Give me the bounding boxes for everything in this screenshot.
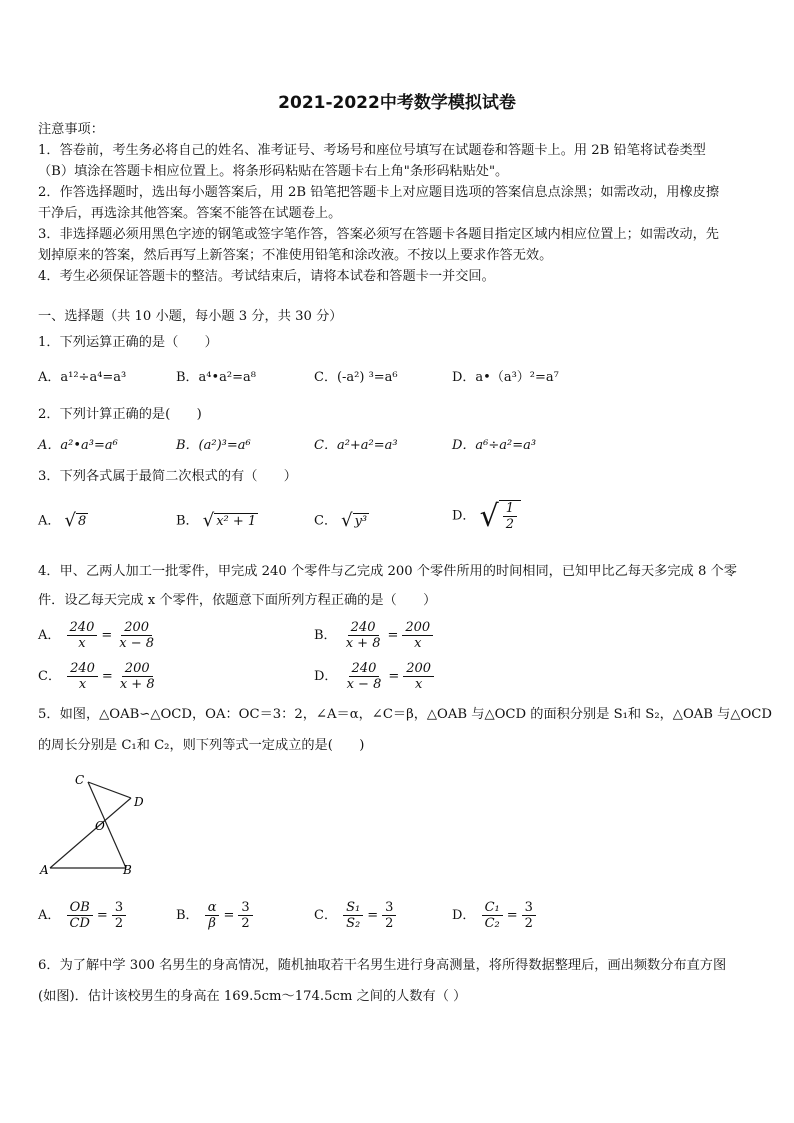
- fraction-denominator: x: [414, 677, 423, 692]
- question-4-option-b: [314, 620, 435, 651]
- fraction-numerator: 240: [67, 661, 98, 677]
- question-1-option-b: B．a⁴•a²=a⁸: [176, 370, 256, 385]
- fraction-numerator: 1: [503, 501, 517, 517]
- question-4-line-1: 4．甲、乙两人加工一批零件，甲完成 240 个零件与乙完成 200 个零件所用的时间相同，已知甲比乙每天多完成 8 个零: [38, 564, 737, 579]
- notice-item-2: 2．作答选择题时，选出每小题答案后，用 2B 铅笔把答题卡上对应题目选项的答案信息点涂黑；如需改动，用橡皮擦: [38, 185, 720, 200]
- notice-heading: 注意事项：: [38, 122, 104, 137]
- fraction-denominator: x: [414, 636, 422, 651]
- fraction-denominator: x: [78, 636, 86, 651]
- notice-item-1-cont: （B）填涂在答题卡相应位置上。将条形码粘贴在答题卡右上角"条形码粘贴处"。: [38, 164, 509, 179]
- fraction-numerator: OB: [67, 900, 93, 916]
- question-1-option-c: C．(-a²) ³=a⁶: [314, 370, 398, 385]
- equals-sign: =: [101, 668, 113, 684]
- question-3-option-b: [176, 512, 258, 531]
- fraction-denominator: x + 8: [119, 677, 155, 692]
- option-label: D．: [452, 908, 476, 923]
- question-5-option-c: [314, 900, 398, 931]
- question-4-option-c: [38, 661, 160, 692]
- fraction-denominator: C₂: [484, 916, 500, 931]
- question-2-option-d: D．a⁶÷a²=a³: [452, 438, 537, 453]
- fraction-denominator: 2: [114, 916, 124, 931]
- fraction-numerator: 200: [122, 661, 153, 677]
- option-label: A．: [38, 908, 61, 923]
- fraction-denominator: 2: [385, 916, 394, 931]
- similar-triangles-figure: [38, 770, 158, 878]
- fraction-denominator: S₂: [346, 916, 361, 931]
- option-label: D．: [314, 669, 338, 684]
- radicand: 8: [78, 514, 87, 529]
- question-2-option-b: B．(a²)³=a⁶: [176, 438, 251, 453]
- notice-item-3: 3．非选择题必须用黑色字迹的钢笔或签字笔作答，答案必须写在答题卡各题目指定区域内相应位置上；如需改动，先: [38, 227, 719, 242]
- notice-item-3-cont: 划掉原来的答案，然后再写上新答案；不准使用铅笔和涂改液。不按以上要求作答无效。: [38, 248, 553, 263]
- notice-item-2-cont: 干净后，再选涂其他答案。答案不能答在试题卷上。: [38, 206, 342, 221]
- label-c: C: [75, 773, 85, 787]
- question-1-option-d: D．a•（a³）²=a⁷: [452, 370, 559, 385]
- question-5-line-2: 的周长分别是 C₁和 C₂，则下列等式一定成立的是( ): [38, 738, 365, 753]
- fraction-denominator: 2: [505, 517, 514, 532]
- option-label: B．: [176, 908, 199, 923]
- fraction-numerator: 3: [238, 900, 252, 916]
- equals-sign: =: [367, 907, 379, 923]
- question-2-stem: 2．下列计算正确的是( ): [38, 407, 202, 422]
- equals-sign: =: [506, 907, 518, 923]
- question-6-line-1: 6．为了解中学 300 名男生的身高情况，随机抽取若干名男生进行身高测量，将所得数据整理后，画出频数分布直方图: [38, 958, 727, 973]
- question-3-option-d: [452, 500, 521, 532]
- fraction-denominator: 2: [524, 916, 533, 931]
- question-3-stem: 3．下列各式属于最简二次根式的有（ ）: [38, 469, 297, 484]
- fraction-denominator: x + 8: [345, 636, 381, 651]
- fraction-denominator: CD: [69, 916, 90, 931]
- notice-item-1: 1．答卷前，考生务必将自己的姓名、准考证号、考场号和座位号填写在试题卷和答题卡上。用 2B 铅笔将试卷类型: [38, 143, 706, 158]
- question-5-line-1: 5．如图，△OAB∽△OCD，OA：OC＝3：2，∠A＝α，∠C＝β，△OAB 与△OCD 的面积分别是 S₁和 S₂，△OAB 与△OCD: [38, 707, 772, 722]
- fraction-denominator: x: [78, 677, 87, 692]
- option-label: B．: [176, 513, 199, 529]
- segment-cb: [88, 782, 126, 868]
- option-label: A．: [38, 628, 61, 643]
- question-5-option-d: [452, 900, 538, 931]
- fraction-numerator: 200: [402, 620, 433, 636]
- radicand: y³: [354, 514, 368, 529]
- page-title: 2021-2022中考数学模拟试卷: [278, 93, 516, 113]
- question-6-line-2: (如图)．估计该校男生的身高在 169.5cm～174.5cm 之间的人数有（ ）: [38, 989, 467, 1004]
- fraction-numerator: 200: [403, 661, 434, 677]
- question-4-option-a: [38, 620, 159, 651]
- fraction-numerator: 200: [121, 620, 152, 636]
- question-3-option-c: [314, 512, 369, 531]
- fraction-numerator: S₁: [343, 900, 363, 916]
- label-o: O: [95, 819, 105, 833]
- question-5-option-b: [176, 900, 255, 931]
- question-4-line-2: 件．设乙每天完成 x 个零件，依题意下面所列方程正确的是（ ）: [38, 593, 437, 608]
- equals-sign: =: [101, 627, 113, 643]
- fraction-denominator: 2: [241, 916, 250, 931]
- equals-sign: =: [387, 627, 399, 643]
- fraction-denominator: x − 8: [119, 636, 155, 651]
- fraction-numerator: 3: [382, 900, 396, 916]
- fraction-denominator: β: [208, 916, 216, 931]
- fraction-denominator: x − 8: [346, 677, 382, 692]
- question-5-option-a: [38, 900, 128, 931]
- question-1-stem: 1．下列运算正确的是（ ）: [38, 335, 218, 350]
- fraction-numerator: 3: [112, 900, 126, 916]
- equals-sign: =: [96, 907, 108, 923]
- fraction-numerator: C₁: [482, 900, 503, 916]
- option-label: B．: [314, 628, 337, 643]
- sqrt-expression: √ 8: [64, 510, 87, 531]
- equals-sign: =: [223, 907, 235, 923]
- question-4-option-d: [314, 661, 436, 692]
- label-d: D: [134, 795, 144, 809]
- option-label: C．: [314, 908, 337, 923]
- label-a: A: [40, 863, 49, 877]
- option-label: A．: [38, 513, 61, 529]
- sqrt-expression: √ x² + 1: [202, 510, 257, 531]
- radicand: x² + 1: [216, 514, 257, 529]
- question-2-option-a: A．a²•a³=a⁶: [38, 438, 118, 453]
- sqrt-expression: √ $\frac{1}{2}$: [480, 500, 521, 532]
- option-label: C．: [38, 669, 61, 684]
- fraction-numerator: 240: [349, 661, 380, 677]
- question-3-option-a: [38, 512, 88, 531]
- segment-da: [50, 798, 131, 868]
- fraction-numerator: 3: [522, 900, 536, 916]
- fraction-numerator: 240: [348, 620, 379, 636]
- question-1-option-a: A．a¹²÷a⁴=a³: [38, 370, 127, 385]
- label-b: B: [123, 863, 132, 877]
- question-2-option-c: C．a²+a²=a³: [314, 438, 398, 453]
- fraction-numerator: 240: [67, 620, 98, 636]
- notice-item-4: 4．考生必须保证答题卡的整洁。考试结束后，请将本试卷和答题卡一并交回。: [38, 269, 495, 284]
- option-label: D．: [452, 508, 476, 524]
- equals-sign: =: [388, 668, 400, 684]
- option-label: C．: [314, 513, 337, 529]
- fraction-numerator: α: [205, 900, 220, 916]
- sqrt-expression: √ y³: [341, 510, 368, 531]
- section-heading: 一、选择题（共 10 小题，每小题 3 分，共 30 分）: [38, 309, 343, 324]
